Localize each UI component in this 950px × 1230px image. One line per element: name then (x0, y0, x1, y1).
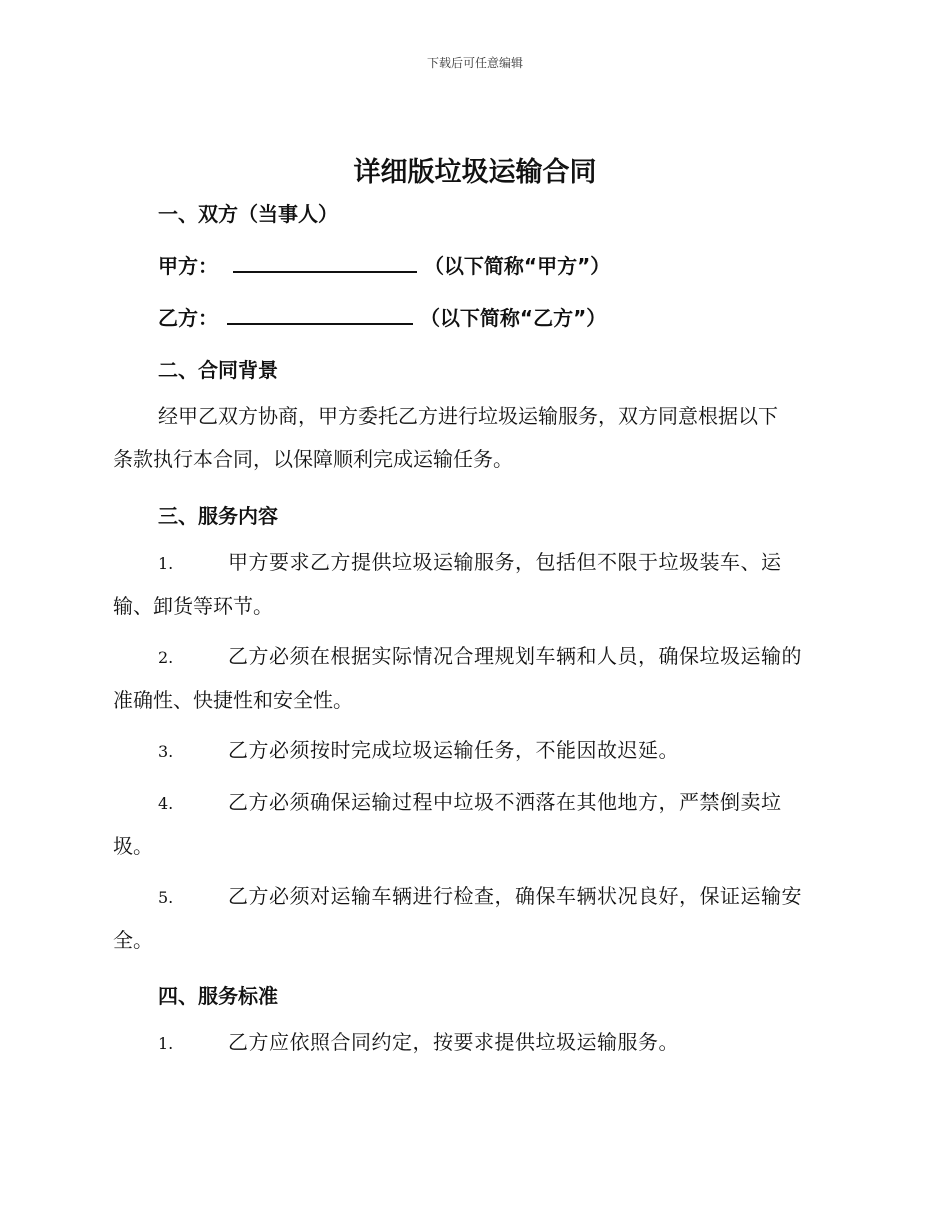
item-number: 1. (158, 1034, 174, 1053)
header-note: 下载后可任意编辑 (426, 56, 523, 70)
party-b-blank[interactable] (227, 305, 413, 325)
party-b-suffix: （以下简称“乙方”） (419, 306, 607, 330)
party-b-label: 乙方： (158, 306, 218, 330)
item-number: 5. (158, 888, 174, 907)
service-item-2 (113, 635, 833, 722)
item-text-continued: 准确性、快捷性和安全性。 (113, 688, 353, 712)
party-a-line (158, 250, 610, 279)
document-title: 详细版垃圾运输合同 (353, 157, 597, 188)
item-text: 乙方必须对运输车辆进行检查，确保车辆状况良好，保证运输安 (228, 884, 802, 908)
service-item-4 (113, 781, 833, 868)
section-heading-service-standard: 四、服务标准 (158, 984, 278, 1008)
section-heading-parties: 一、双方（当事人） (158, 202, 338, 226)
section-heading-service-content: 三、服务内容 (158, 504, 278, 528)
item-text: 乙方必须按时完成垃圾运输任务，不能因故迟延。 (228, 738, 679, 762)
background-paragraph (113, 395, 833, 481)
party-a-blank[interactable] (233, 253, 417, 273)
background-line-1: 经甲乙双方协商，甲方委托乙方进行垃圾运输服务，双方同意根据以下 (158, 404, 778, 428)
service-item-3 (113, 729, 833, 773)
item-number: 3. (158, 742, 174, 761)
service-item-5 (113, 875, 833, 962)
item-text: 乙方应依照合同约定，按要求提供垃圾运输服务。 (228, 1030, 679, 1054)
item-number: 2. (158, 648, 174, 667)
service-item-1 (113, 541, 833, 628)
item-number: 4. (158, 794, 174, 813)
item-text: 乙方必须确保运输过程中垃圾不洒落在其他地方，严禁倒卖垃 (228, 790, 782, 814)
section-heading-background: 二、合同背景 (158, 358, 278, 382)
item-text-continued: 输、卸货等环节。 (113, 594, 273, 618)
background-line-2: 条款执行本合同，以保障顺利完成运输任务。 (113, 447, 513, 471)
party-a-suffix: （以下简称“甲方”） (423, 254, 611, 278)
standard-item-1 (113, 1021, 833, 1065)
item-text-continued: 全。 (113, 928, 153, 952)
party-b-line (158, 302, 606, 331)
party-a-label: 甲方： (158, 254, 218, 278)
item-text-continued: 圾。 (113, 834, 153, 858)
item-text: 甲方要求乙方提供垃圾运输服务，包括但不限于垃圾装车、运 (228, 550, 782, 574)
item-number: 1. (158, 554, 174, 573)
item-text: 乙方必须在根据实际情况合理规划车辆和人员，确保垃圾运输的 (228, 644, 802, 668)
